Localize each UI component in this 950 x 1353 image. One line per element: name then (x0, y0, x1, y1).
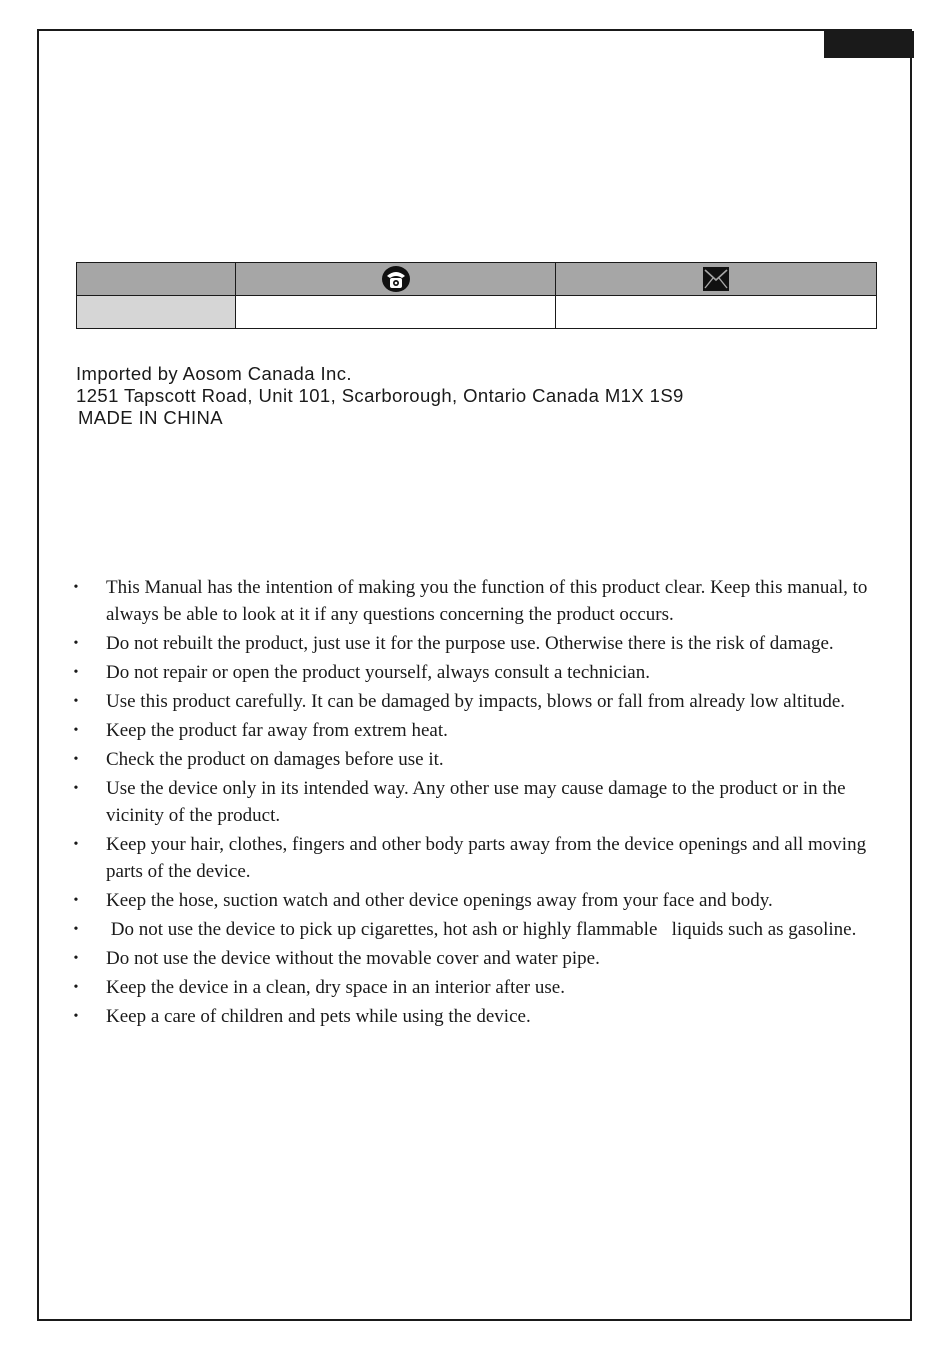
list-item-text: Keep your hair, clothes, fingers and other body parts away from the device openings and all moving parts of the device. (106, 834, 867, 882)
list-item (70, 659, 890, 686)
list-item-text: Keep the product far away from extrem heat. (106, 720, 448, 741)
bullet: • (73, 781, 79, 796)
list-item (70, 630, 890, 657)
list-item (70, 916, 890, 943)
list-item-text: Check the product on damages before use it. (106, 749, 444, 770)
contact-table (76, 262, 877, 329)
bullet: • (73, 694, 79, 709)
corner-tab (824, 31, 914, 58)
phone-icon (381, 265, 411, 293)
bullet: • (73, 752, 79, 767)
bullet: • (73, 951, 79, 966)
list-item (70, 775, 890, 829)
list-item (70, 945, 890, 972)
envelope-icon (702, 265, 730, 293)
importer-address: 1251 Tapscott Road, Unit 101, Scarborough, Ontario Canada M1X 1S9 (76, 385, 684, 406)
list-item-text: Do not repair or open the product yourself, always consult a technician. (106, 662, 650, 683)
list-item (70, 974, 890, 1001)
list-item-text: Use the device only in its intended way. Any other use may cause damage to the product or in the vicinity of the product. (106, 778, 846, 826)
list-item (70, 1003, 890, 1030)
bullet: • (73, 723, 79, 738)
importer-info (76, 363, 684, 429)
bullet: • (73, 636, 79, 651)
list-item-text: Use this product carefully. It can be damaged by impacts, blows or fall from already low altitude. (106, 691, 846, 712)
origin-label: MADE IN CHINA (78, 407, 223, 428)
list-item-text: Do not rebuilt the product, just use it for the purpose use. Otherwise there is the risk of damage. (106, 633, 834, 654)
bullet: • (73, 665, 79, 680)
list-item-text: This Manual has the intention of making you the function of this product clear. Keep this manual, to always be able to look at it if any questions concerning the product occurs. (106, 577, 868, 625)
list-item (70, 746, 890, 773)
contact-table-header (77, 263, 877, 296)
list-item (70, 574, 890, 628)
bullet: • (73, 1009, 79, 1024)
list-item (70, 887, 890, 914)
list-item-text: Keep the hose, suction watch and other device openings away from your face and body. (106, 890, 773, 911)
list-item-text: Keep a care of children and pets while using the device. (106, 1006, 531, 1027)
list-item-text: Keep the device in a clean, dry space in an interior after use. (106, 977, 565, 998)
safety-instructions-list (70, 574, 890, 1032)
list-item (70, 688, 890, 715)
bullet: • (73, 922, 79, 937)
contact-phone-value (236, 296, 556, 329)
contact-row-label (77, 296, 236, 329)
bullet: • (73, 893, 79, 908)
contact-header-phone (236, 263, 556, 296)
list-item (70, 717, 890, 744)
contact-header-email (556, 263, 877, 296)
bullet: • (73, 580, 79, 595)
contact-table-row (77, 296, 877, 329)
importer-name: Imported by Aosom Canada Inc. (76, 363, 352, 384)
list-item (70, 831, 890, 885)
bullet: • (73, 837, 79, 852)
contact-header-blank (77, 263, 236, 296)
bullet: • (73, 980, 79, 995)
contact-email-value (556, 296, 877, 329)
list-item-text: Do not use the device without the movable cover and water pipe. (106, 948, 600, 969)
list-item-text: Do not use the device to pick up cigarettes, hot ash or highly flammable liquids such as gasoline. (106, 919, 857, 940)
